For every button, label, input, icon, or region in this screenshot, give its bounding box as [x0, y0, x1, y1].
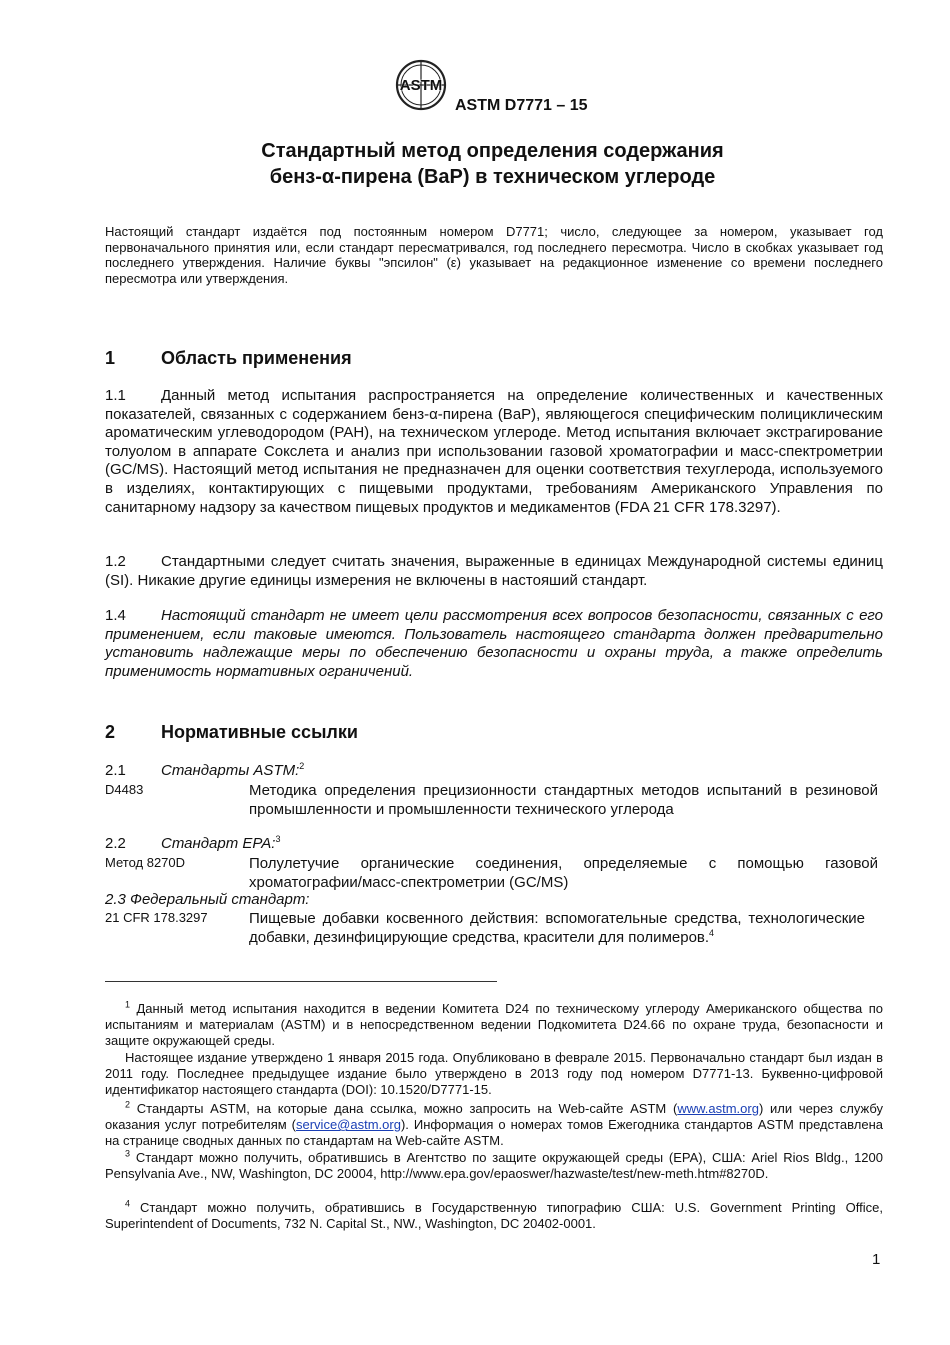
footnote-3: $^3$ Стандарт можно получить, обратившись в Агентство по защите окружающей среды (EPA), США: Ariel Rios Bldg., 1200 Pensylvania Ave., NW, Washington, DC 20004, http://www.epa.gov/epaoswer/hazwaste/test/new-meth.htm#8270D. — [105, 1148, 883, 1182]
reference-8270d — [105, 854, 878, 894]
subsection-label: Стандарт EPA: — [161, 835, 276, 852]
reference-description: Методика определения прецизионности стандартных методов испытаний в резиновой промышленности и промышленности технического углерода — [249, 782, 878, 818]
footnote-mark: 2 — [125, 1099, 131, 1110]
paragraph-number: 1.1 — [105, 387, 126, 404]
paragraph-number: 1.2 — [105, 553, 126, 570]
subsection-2-1 — [105, 762, 304, 779]
section-title: Область применения — [161, 348, 352, 368]
reference-d4483 — [105, 781, 878, 821]
service-email-link[interactable]: service@astm.org — [296, 1117, 401, 1133]
paragraph-1-4 — [105, 607, 883, 681]
section-number: 1 — [105, 348, 116, 368]
footnote-ref: 4 — [709, 928, 715, 938]
footnote-mark: 4 — [125, 1198, 131, 1209]
footnote-ref: 2 — [299, 761, 305, 771]
page-number: 1 — [872, 1251, 881, 1268]
reference-code: Метод 8270D — [105, 855, 186, 870]
section-2-heading — [105, 722, 358, 743]
section-title: Нормативные ссылки — [161, 722, 358, 742]
subsection-number: 2.1 — [105, 762, 126, 779]
subsection-2-3 — [105, 891, 309, 908]
footnote-mark: 1 — [125, 999, 131, 1010]
intro-paragraph: Настоящий стандарт издаётся под постоянным номером D7771; число, следующее за номером, указывает год первоначального принятия или, если стандарт пересматривался, год последнего пересмотра. Число в скобках указывает год последнего утверждения. Наличие буквы "эпсилон" (ε) указывает на редакционное изменение со времени последнего пересмотра или утверждения. — [105, 224, 883, 286]
footnote-1: $^1$ Данный метод испытания находится в ведении Комитета D24 по техническому углероду Американского общества по испытаниям и материалам (ASTM) и в непосредственном ведении Подкомитета D24.66 по охране труда, безопасности и защите окружающей среды. — [105, 999, 883, 1049]
reference-21cfr — [105, 909, 865, 969]
standard-designation: ASTM D7771 – 15 — [455, 97, 588, 114]
astm-logo-icon — [392, 58, 450, 112]
title-line-1: Стандартный метод определения содержания — [261, 140, 724, 162]
paragraph-1-2 — [105, 553, 883, 590]
section-number: 2 — [105, 722, 116, 742]
footnote-4: $^4$ Стандарт можно получить, обратившись в Государственную типографию США: U.S. Government Printing Office, Superintendent of Documents, 732 N. Capital St., NW., Washington, DC 20402-0001. — [105, 1198, 883, 1232]
subsection-label: 2.3 Федеральный стандарт: — [105, 891, 310, 908]
reference-code: D4483 — [105, 782, 144, 797]
logo-text: ASTM — [399, 77, 443, 94]
paragraph-text: Данный метод испытания распространяется на определение количественных и качественных показателей, связанных с содержанием бенз-α-пирена (BaP), являющегося специфическим полициклическим ароматическим углеводородом (PAH), на техническом углероде. Метод испытания включает экстрагирование толуолом в аппарате Сокслета и анализ при использовании газовой хроматографии и масс-спектрометрии (GC/MS). Настоящий метод испытания не предназначен для оценки соответствия техуглерода, используемого в изделиях, контактирующих с пищевыми продуктами, требованиям Американского Управления по санитарному надзору за качеством пищевых продуктов и медикаментов (FDA 21 CFR 178.3297). — [105, 387, 883, 516]
astm-website-link[interactable]: www.astm.org — [677, 1101, 759, 1116]
document-title — [105, 138, 880, 190]
footnote-mark: 3 — [125, 1148, 131, 1159]
footnote-2: $^2$ Стандарты ASTM, на которые дана ссылка, можно запросить на Web-сайте ASTM (www.astm.org) или через службу оказания услуг потребителям (service@astm.org). Информация о номерах томов Ежегодника стандартов ASTM представлена на странице сводных данных по стандартам на Web-сайте ASTM. — [105, 1099, 883, 1149]
subsection-number: 2.2 — [105, 835, 126, 852]
subsection-label: Стандарты ASTM: — [161, 762, 300, 779]
reference-description: Полулетучие органические соединения, определяемые с помощью газовой хроматографии/масс-спектрометрии (GC/MS) — [249, 855, 878, 891]
section-1-heading — [105, 348, 352, 369]
paragraph-1-1 — [105, 387, 883, 517]
paragraph-text: Стандартными следует считать значения, выраженные в единицах Международной системы единиц (SI). Никакие другие единицы измерения не включены в настояший стандарт. — [105, 553, 883, 589]
reference-description: Пищевые добавки косвенного действия: вспомогательные средства, технологические добавки, дезинфицирующие средства, красители для полимеров.$^4$ — [249, 910, 865, 946]
footnote-1b: Настоящее издание утверждено 1 января 2015 года. Опубликовано в феврале 2015. Первоначально стандарт был издан в 2011 году. Последнее предыдущее издание было утверждено в 2013 году под номером D7771-13. Буквенно-цифровой идентификатор настоящего стандарта (DOI): 10.1520/D7771-15. — [105, 1050, 883, 1098]
reference-code: 21 CFR 178.3297 — [105, 910, 208, 925]
footnote-divider — [105, 981, 497, 982]
paragraph-text: Настоящий стандарт не имеет цели рассмотрения всех вопросов безопасности, связанных с его применением, если таковые имеются. Пользователь настоящего стандарта должен предварительно установить надлежащие меры по обеспечению безопасности и охраны труда, а также определить применимость нормативных ограничений. — [105, 607, 883, 680]
paragraph-number: 1.4 — [105, 607, 126, 624]
footnote-ref: 3 — [275, 834, 281, 844]
subsection-2-2 — [105, 835, 280, 852]
title-line-2: бенз-α-пирена (BaP) в техническом углероде — [269, 166, 716, 188]
